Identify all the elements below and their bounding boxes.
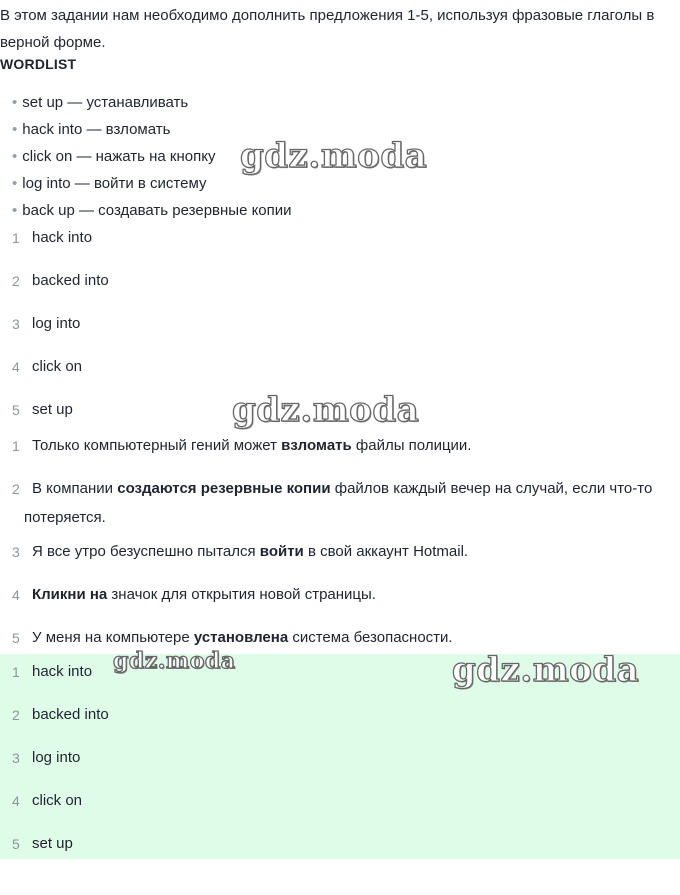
sentence-text bbox=[32, 580, 680, 609]
wordlist-item-text: set up — устанавливать bbox=[22, 94, 189, 111]
bullet-icon: • bbox=[12, 121, 18, 138]
answer-number: 4 bbox=[12, 359, 20, 375]
answer-number: 1 bbox=[12, 230, 20, 246]
answer-number: 5 bbox=[12, 402, 20, 418]
sentence-number: 4 bbox=[12, 587, 20, 603]
answer-text: backed into bbox=[32, 706, 109, 723]
answer-number: 3 bbox=[12, 316, 20, 332]
answer-text: backed into bbox=[32, 272, 109, 289]
sentence-number: 2 bbox=[12, 481, 20, 497]
sentence-part: значок для открытия новой страницы. bbox=[107, 586, 376, 603]
watermark-logo: gdz.moda bbox=[232, 390, 420, 430]
answer-text: set up bbox=[32, 401, 73, 418]
answer-text: click on bbox=[32, 792, 83, 809]
answer-text: click on bbox=[32, 358, 83, 375]
wordlist-item bbox=[12, 201, 292, 221]
answer-number: 5 bbox=[12, 836, 20, 852]
sentence-number: 1 bbox=[12, 438, 20, 454]
wordlist-heading: WORDLIST bbox=[0, 56, 77, 72]
sentence-part: система безопасности. bbox=[288, 629, 453, 646]
sentence-text bbox=[32, 431, 680, 460]
sentence-part: Я все утро безуспешно пытался bbox=[32, 543, 260, 560]
sentence-answer: Кликни на bbox=[32, 586, 108, 603]
bullet-icon: • bbox=[12, 175, 18, 192]
answer-text: hack into bbox=[32, 229, 93, 246]
watermark-logo: gdz.moda bbox=[452, 650, 640, 690]
wordlist-item bbox=[12, 147, 215, 167]
sentence-answer: взломать bbox=[281, 437, 352, 454]
wordlist-item-text: log into — войти в систему bbox=[22, 175, 207, 192]
bullet-icon: • bbox=[12, 202, 18, 219]
sentence-part: файлов каждый вечер на случай, если что-то потеряется. bbox=[24, 480, 653, 526]
sentence-part: файлы полиции. bbox=[351, 437, 472, 454]
wordlist-item bbox=[12, 174, 206, 194]
sentence-answer: войти bbox=[259, 543, 304, 560]
watermark-logo: gdz.moda bbox=[113, 648, 236, 674]
sentence-text bbox=[32, 537, 680, 566]
sentence-part: В компании bbox=[32, 480, 118, 497]
bullet-icon: • bbox=[12, 94, 18, 111]
sentence-part: Только компьютерный гений может bbox=[32, 437, 282, 454]
sentence-number: 5 bbox=[12, 630, 20, 646]
answer-number: 3 bbox=[12, 750, 20, 766]
answer-text: hack into bbox=[32, 663, 93, 680]
wordlist-item-text: hack into — взломать bbox=[22, 121, 171, 138]
answer-number: 2 bbox=[12, 707, 20, 723]
sentence-answer: создаются резервные копии bbox=[117, 480, 331, 497]
wordlist-item bbox=[12, 120, 170, 140]
wordlist-item-text: back up — создавать резервные копии bbox=[22, 202, 292, 219]
sentence-text bbox=[24, 474, 676, 532]
wordlist-item-text: click on — нажать на кнопку bbox=[22, 148, 216, 165]
watermark-logo: gdz.moda bbox=[240, 136, 428, 176]
sentence-part: У меня на компьютере bbox=[32, 629, 194, 646]
sentence-part: в свой аккаунт Hotmail. bbox=[303, 543, 469, 560]
answer-text: set up bbox=[32, 835, 73, 852]
wordlist-item bbox=[12, 93, 188, 113]
bullet-icon: • bbox=[12, 148, 18, 165]
answer-number: 4 bbox=[12, 793, 20, 809]
answer-number: 2 bbox=[12, 273, 20, 289]
answer-text: log into bbox=[32, 315, 81, 332]
answer-number: 1 bbox=[12, 664, 20, 680]
task-intro: В этом задании нам необходимо дополнить предложения 1-5, используя фразовые глаголы в верной форме. bbox=[0, 7, 655, 51]
answer-text: log into bbox=[32, 749, 81, 766]
sentence-number: 3 bbox=[12, 544, 20, 560]
sentence-answer: установлена bbox=[193, 629, 289, 646]
